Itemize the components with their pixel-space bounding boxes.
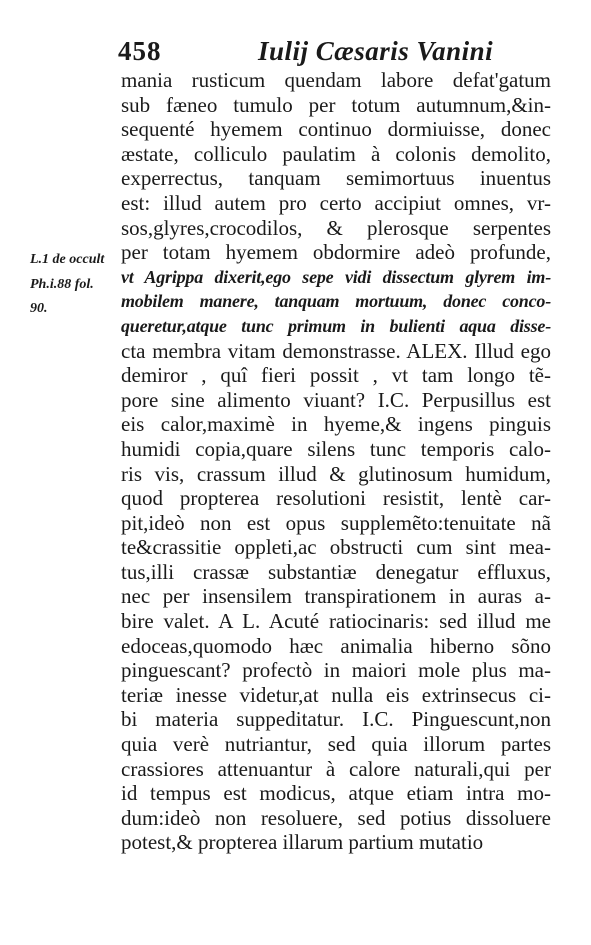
text-line: dum:ideò non resoluere, sed potius dissoluere bbox=[121, 805, 551, 830]
text-line-quote: mobilem manere, tanquam mortuum, donec conco- bbox=[121, 291, 551, 312]
text-line-quote: vt Agrippa dixerit,ego sepe vidi dissectum glyrem im- bbox=[121, 266, 551, 287]
text-line: experrectus, tanquam semimortuus inuentus bbox=[121, 166, 551, 191]
text-line: mania rusticum quendam labore defat'gatum bbox=[121, 68, 551, 92]
margin-note bbox=[30, 248, 120, 322]
text-line: edoceas,quomodo hæc animalia hiberno sõno bbox=[121, 633, 551, 658]
text-line: est: illud autem pro certo accipiut omnes, vr- bbox=[121, 190, 551, 215]
text-line: nec per insensilem transpirationem in auras a- bbox=[121, 584, 551, 609]
text-line: id tempus est modicus, atque etiam intra mo- bbox=[121, 781, 551, 806]
text-line: pore sine alimento viuant? I.C. Perpusillus est bbox=[121, 387, 551, 412]
text-line: æstate, colliculo paulatim à colonis demolito, bbox=[121, 141, 551, 166]
text-line: eis calor,maximè in hyeme,& ingens pinguis bbox=[121, 412, 551, 437]
page-header bbox=[118, 36, 548, 70]
text-line: quod propterea resolutioni resistit, lentè car- bbox=[121, 486, 551, 511]
text-line: potest,& propterea illarum partium mutatio bbox=[121, 830, 484, 855]
text-line: per totam hyemem obdormire adeò profunde, bbox=[121, 240, 551, 265]
text-line: sequenté hyemem continuo dormiuisse, donec bbox=[121, 117, 551, 142]
text-line: bire valet. A L. Acuté ratiocinaris: sed illud me bbox=[121, 609, 551, 634]
text-line: quia verè nutriantur, sed quia illorum partes bbox=[121, 732, 551, 757]
text-line: ris vis, crassum illud & glutinosum humidum, bbox=[121, 461, 551, 486]
text-line: pit,ideò non est opus supplemẽto:tenuitate nã bbox=[121, 510, 551, 535]
text-line: te&crassitie oppleti,ac obstructi cum sint mea- bbox=[121, 535, 551, 560]
text-line: sos,glyres,crocodilos, & plerosque serpentes bbox=[121, 215, 551, 240]
text-line: teriæ inesse videtur,at nulla eis extrinsecus ci- bbox=[121, 682, 551, 707]
margin-note-line: Ph.i.88 fol. bbox=[30, 276, 94, 292]
text-line: crassiores attenuantur à calore naturali,qui per bbox=[121, 756, 551, 781]
text-line: sub fæneo tumulo per totum autumnum,&in- bbox=[121, 92, 551, 117]
text-line: pinguescant? profectò in maiori mole plus ma- bbox=[121, 658, 551, 683]
text-line-quote: queretur,atque tunc primum in bulienti aqua disse- bbox=[121, 315, 551, 336]
margin-note-line: 90. bbox=[30, 301, 48, 317]
text-line: humidi copia,quare silens tunc temporis calo- bbox=[121, 436, 551, 461]
text-line: bi materia suppeditatur. I.C. Pinguescunt,non bbox=[121, 707, 551, 732]
running-head: Iulij Cæsaris Vanini bbox=[258, 36, 494, 66]
body-text bbox=[121, 68, 551, 855]
text-line: tus,illi crassæ substantiæ denegatur effluxus, bbox=[121, 559, 551, 584]
text-line: demiror , quî fieri possit , vt tam longo tẽ- bbox=[121, 363, 551, 388]
margin-note-line: L.1 de occult bbox=[30, 252, 105, 267]
page-number: 458 bbox=[118, 36, 162, 66]
text-line: cta membra vitam demonstrasse. ALEX. Illud ego bbox=[121, 338, 551, 363]
